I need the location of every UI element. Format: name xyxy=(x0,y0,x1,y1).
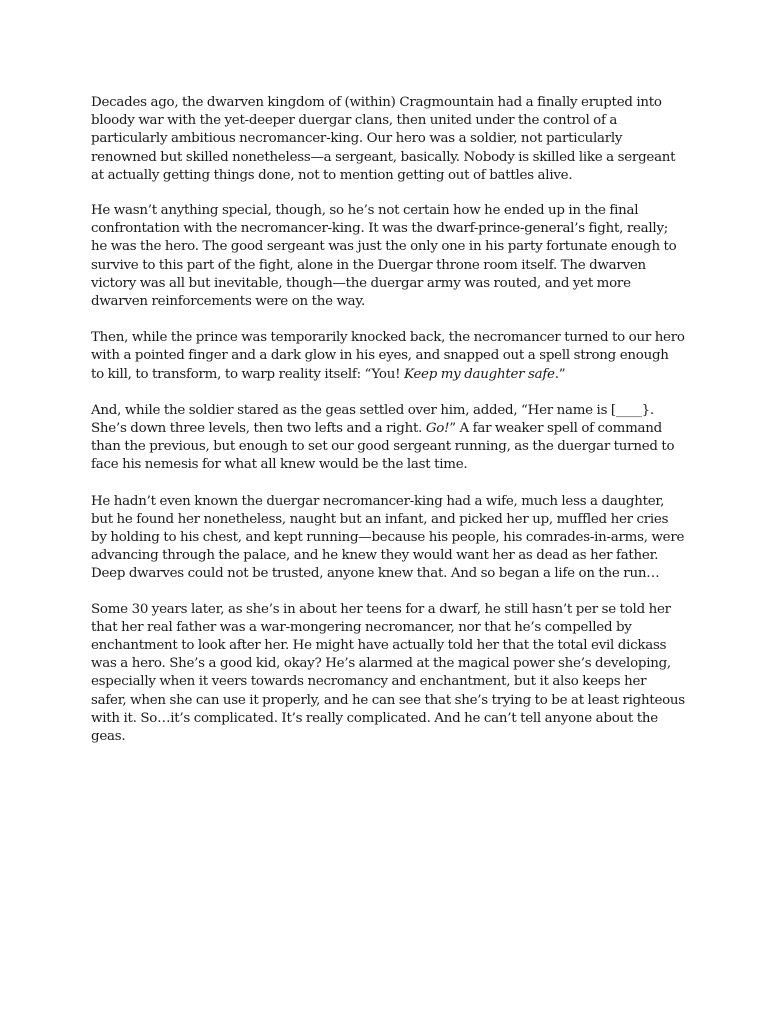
paragraph-6: Some 30 years later, as she’s in about her teens for a dwarf, he still hasn’t per se told her that her real father was a war-mongering necromancer, nor that he’s compelled by enchantment to look after her. He might have actually told her that the total evil dickass was a hero. She’s a good kid, okay? He’s alarmed at the magical power she’s developing, especially when it veers towards necromancy and enchantment, but it also keeps her safer, when she can use it properly, and he can see that she’s trying to be at least righteous with it. So…it’s complicated. It’s really complicated. And he can’t tell anyone about the geas. xyxy=(91,601,685,745)
document-body xyxy=(91,94,685,762)
paragraph-3 xyxy=(91,329,685,384)
paragraph-3-italic: Keep my daughter safe xyxy=(403,366,555,382)
paragraph-1: Decades ago, the dwarven kingdom of (within) Cragmountain had a finally erupted into bloody war with the yet-deeper duergar clans, then united under the control of a particularly ambitious necromancer-king. Our hero was a soldier, not particularly renowned but skilled nonetheless—a sergeant, basically. Nobody is skilled like a sergeant at actually getting things done, not to mention getting out of battles alive. xyxy=(91,95,676,183)
paragraph-4-text: And, while the soldier stared as the geas settled over him, added, “Her name is [____}. She’s down three levels, then two lefts and a right. xyxy=(91,402,654,437)
paragraph-3-text: Then, while the prince was temporarily knocked back, the necromancer turned to our hero with a pointed finger and a dark glow in his eyes, and snapped out a spell strong enough to kill, to transform, to warp reality itself: “You! xyxy=(91,330,685,382)
paragraph-4-italic: Go! xyxy=(425,421,450,437)
paragraph-5: He hadn’t even known the duergar necromancer-king had a wife, much less a daughter, but he found her nonetheless, naught but an infant, and picked her up, muffled her cries by holding to his chest, and kept running—because his people, his comrades-in-arms, were advancing through the palace, and he knew they would want her as dead as her father. Deep dwarves could not be trusted, anyone knew that. And so began a life on the run… xyxy=(91,493,685,582)
paragraph-4 xyxy=(91,402,685,475)
paragraph-3-tail: .” xyxy=(554,366,566,382)
paragraph-4-tail: ” A far weaker spell of command than the previous, but enough to set our good sergeant running, as the duergar turned to face his nemesis for what all knew would be the last time. xyxy=(91,421,675,473)
paragraph-2: He wasn’t anything special, though, so he’s not certain how he ended up in the final confrontation with the necromancer-king. It was the dwarf-prince-general’s fight, really; he was the hero. The good sergeant was just the only one in his party fortunate enough to survive to this part of the fight, alone in the Duergar throne room itself. The dwarven victory was all but inevitable, though—the duergar army was routed, and yet more dwarven reinforcements were on the way. xyxy=(91,203,677,310)
